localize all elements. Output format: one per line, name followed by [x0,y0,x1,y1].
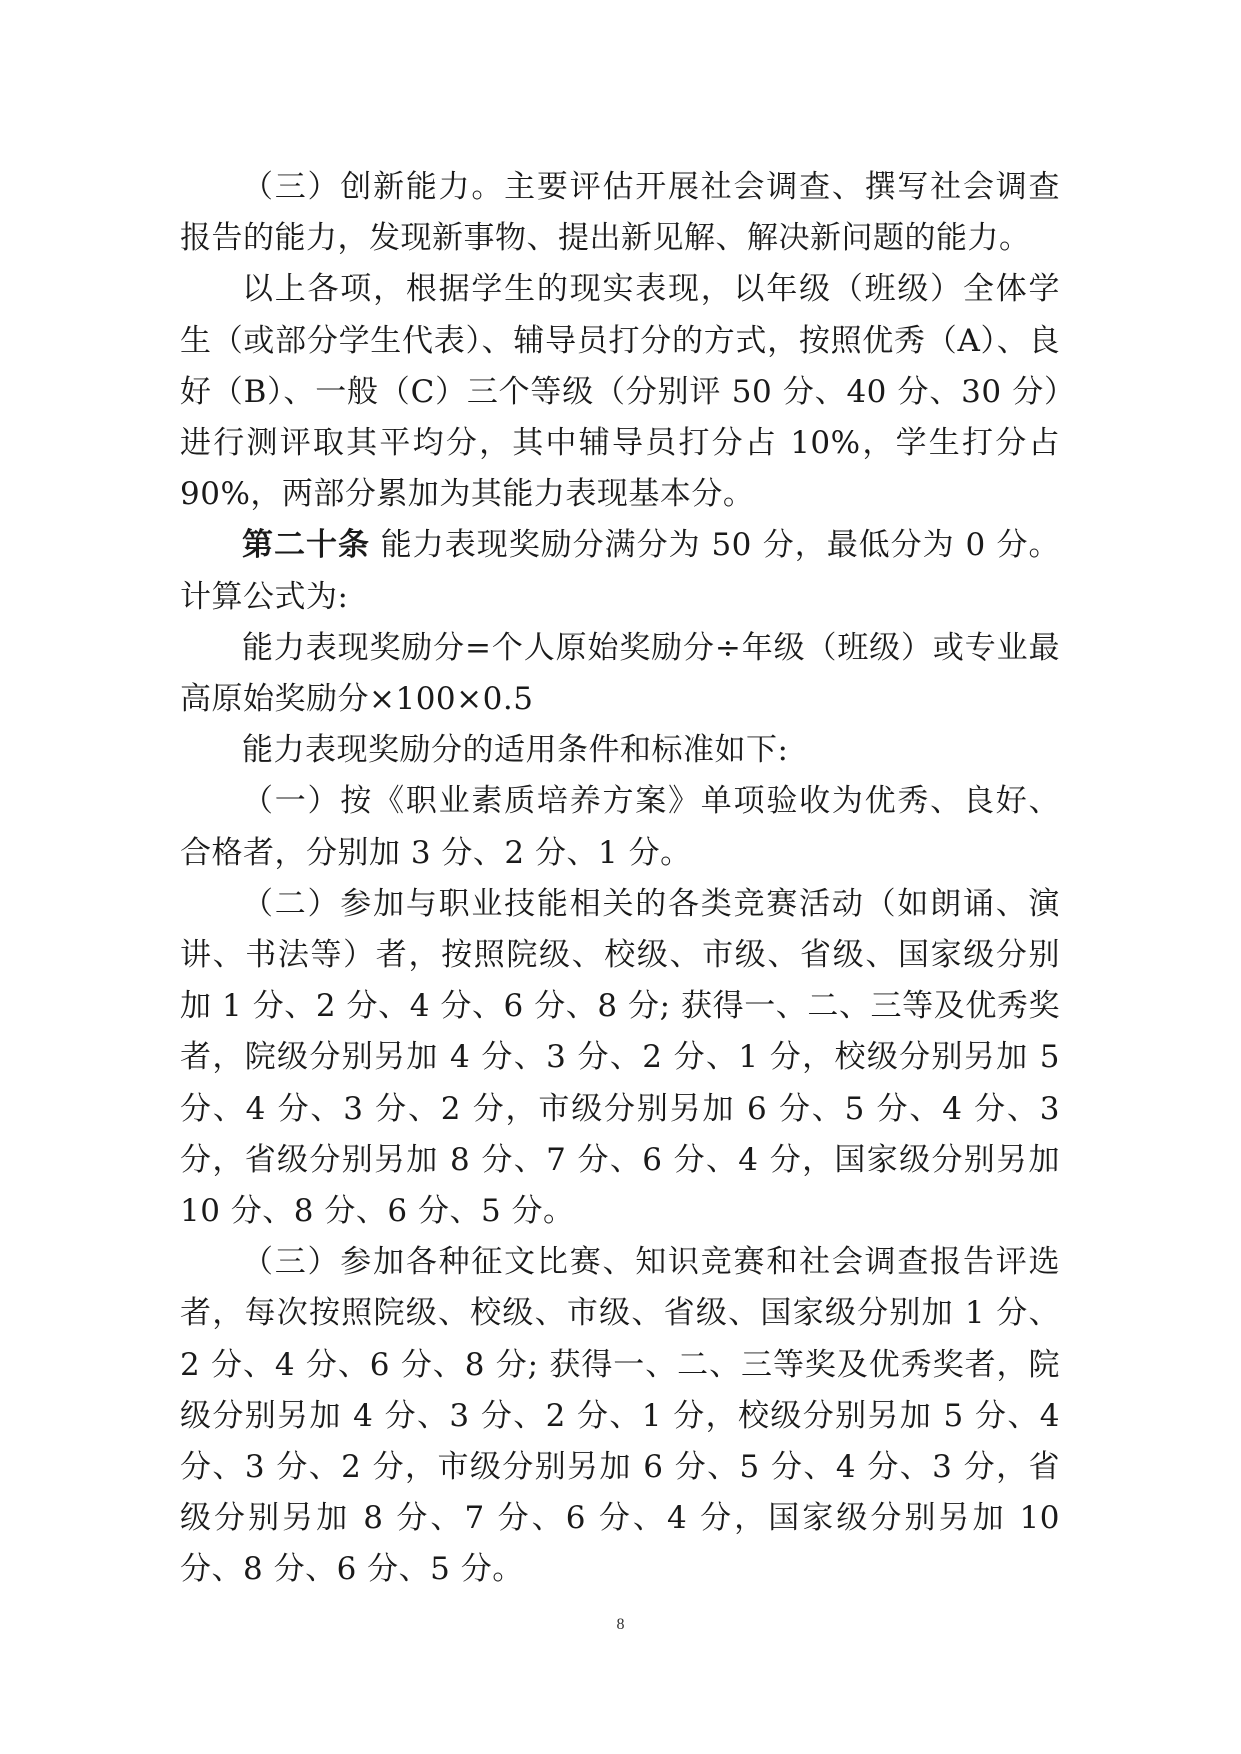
paragraph-item-3: （三）参加各种征文比赛、知识竞赛和社会调查报告评选者，每次按照院级、校级、市级、省级、国家级分别加 1 分、2 分、4 分、6 分、8 分; 获得一、二、三等奖及优秀奖者，院级分别另加 4 分、3 分、2 分、1 分，校级分别另加 5 分、4 分、3 分、2 分，市级分别另加 6 分、5 分、4 分、3 分，省级分别另加 8 分、7 分、6 分、4 分，国家级分别另加 10 分、8 分、6 分、5 分。 [180,1244,1060,1588]
page-number: 8 [616,1616,625,1633]
paragraph-innovation-ability: （三）创新能力。主要评估开展社会调查、撰写社会调查报告的能力，发现新事物、提出新见解、解决新问题的能力。 [180,169,1060,257]
paragraph-item-2: （二）参加与职业技能相关的各类竞赛活动（如朗诵、演讲、书法等）者，按照院级、校级、市级、省级、国家级分别加 1 分、2 分、4 分、6 分、8 分; 获得一、二、三等及优秀奖者，院级分别另加 4 分、3 分、2 分、1 分，校级分别另加 5 分、4 分、3 分、2 分，市级分别另加 6 分、5 分、4 分、3 分，省级分别另加 8 分、7 分、6 分、4 分，国家级分别另加 10 分、8 分、6 分、5 分。 [180,885,1060,1230]
paragraph-article-20 [180,520,1060,622]
document-body [180,162,1060,1596]
article-text: 能力表现奖励分满分为 50 分，最低分为 0 分。计算公式为: [180,527,1061,615]
article-title: 第二十条 [242,527,370,564]
paragraph-conditions-intro: 能力表现奖励分的适用条件和标准如下: [242,732,789,769]
paragraph-item-1: （一）按《职业素质培养方案》单项验收为优秀、良好、合格者，分别加 3 分、2 分、1 分。 [180,783,1060,871]
paragraph-scoring-method: 以上各项，根据学生的现实表现，以年级（班级）全体学生（或部分学生代表）、辅导员打分的方式，按照优秀（A）、良好（B）、一般（C）三个等级（分别评 50 分、40 分、30 分）进行测评取其平均分，其中辅导员打分占 10%，学生打分占 90%，两部分累加为其能力表现基本分。 [180,271,1060,513]
paragraph-formula: 能力表现奖励分=个人原始奖励分÷年级（班级）或专业最高原始奖励分×100×0.5 [180,629,1060,718]
